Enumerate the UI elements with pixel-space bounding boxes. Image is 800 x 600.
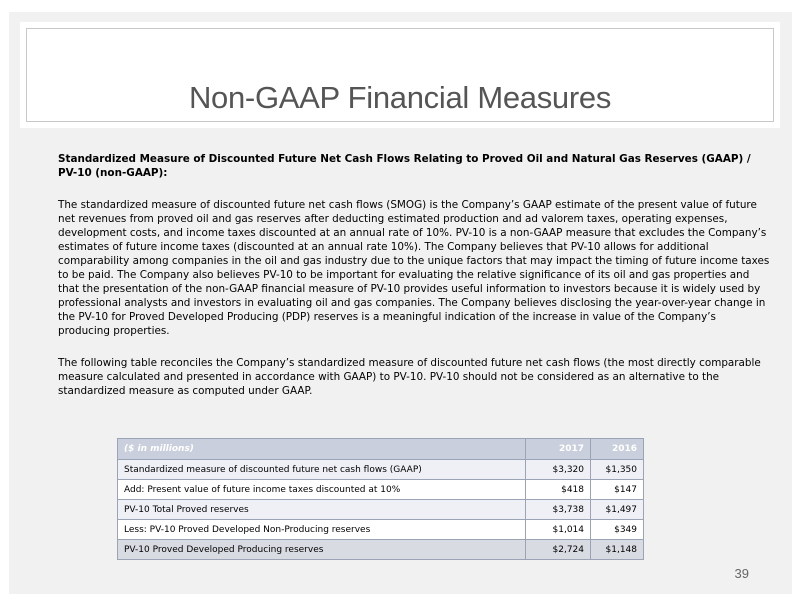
slide-title: Non-GAAP Financial Measures bbox=[188, 80, 612, 115]
row-label: PV-10 Proved Developed Producing reserves bbox=[118, 540, 526, 560]
table-row bbox=[118, 500, 644, 520]
slide-body bbox=[58, 152, 770, 416]
table-row bbox=[118, 460, 644, 480]
paragraph-reconciliation-intro: The following table reconciles the Company’s standardized measure of discounted future net cash flows (the most directly comparable measure calculated and presented in accordance with GAAP) to PV-10. PV-10 should not be considered as an alternative to the standardized measure as computed under GAAP. bbox=[58, 357, 761, 397]
row-label: Less: PV-10 Proved Developed Non-Producing reserves bbox=[118, 520, 526, 540]
cell-2017: $1,014 bbox=[526, 520, 591, 540]
section-heading: Standardized Measure of Discounted Future Net Cash Flows Relating to Proved Oil and Natural Gas Reserves (GAAP) / PV-10 (non-GAAP): bbox=[58, 153, 751, 179]
paragraph-smog-description: The standardized measure of discounted future net cash flows (SMOG) is the Company’s GAAP estimate of the present value of future net revenues from proved oil and gas reserves after deducting estimated production and ad valorem taxes, operating expenses, development costs, and income taxes discounted at an annual rate of 10%. PV-10 is a non-GAAP measure that excludes the Company’s estimates of future income taxes (discounted at an annual rate 10%). The Company believes that PV-10 allows for additional comparability among companies in the oil and gas industry due to the unique factors that may impact the timing of future income taxes to be paid. The Company also believes PV-10 to be important for evaluating the relative significance of its oil and gas properties and that the presentation of the non-GAAP financial measure of PV-10 provides useful information to investors because it is widely used by professional analysts and investors in evaluating oil and gas companies. The Company believes disclosing the year-over-year change in the PV-10 for Proved Developed Producing (PDP) reserves is a meaningful indication of the increase in value of the Company’s producing properties. bbox=[58, 199, 770, 337]
cell-2017: $2,724 bbox=[526, 540, 591, 560]
title-box bbox=[20, 22, 780, 128]
cell-2016: $1,350 bbox=[591, 460, 644, 480]
reconciliation-table bbox=[117, 438, 644, 560]
cell-2016: $1,148 bbox=[591, 540, 644, 560]
table-row bbox=[118, 520, 644, 540]
page-number: 39 bbox=[734, 566, 749, 581]
cell-2017: $3,320 bbox=[526, 460, 591, 480]
cell-2016: $147 bbox=[591, 480, 644, 500]
cell-2016: $349 bbox=[591, 520, 644, 540]
header-label: ($ in millions) bbox=[118, 439, 526, 460]
row-label: Standardized measure of discounted future net cash flows (GAAP) bbox=[118, 460, 526, 480]
row-label: Add: Present value of future income taxes discounted at 10% bbox=[118, 480, 526, 500]
cell-2017: $418 bbox=[526, 480, 591, 500]
header-2016: 2016 bbox=[591, 439, 644, 460]
row-label: PV-10 Total Proved reserves bbox=[118, 500, 526, 520]
header-2017: 2017 bbox=[526, 439, 591, 460]
table-row bbox=[118, 540, 644, 560]
table-row bbox=[118, 480, 644, 500]
cell-2017: $3,738 bbox=[526, 500, 591, 520]
table-header-row bbox=[118, 439, 644, 460]
cell-2016: $1,497 bbox=[591, 500, 644, 520]
